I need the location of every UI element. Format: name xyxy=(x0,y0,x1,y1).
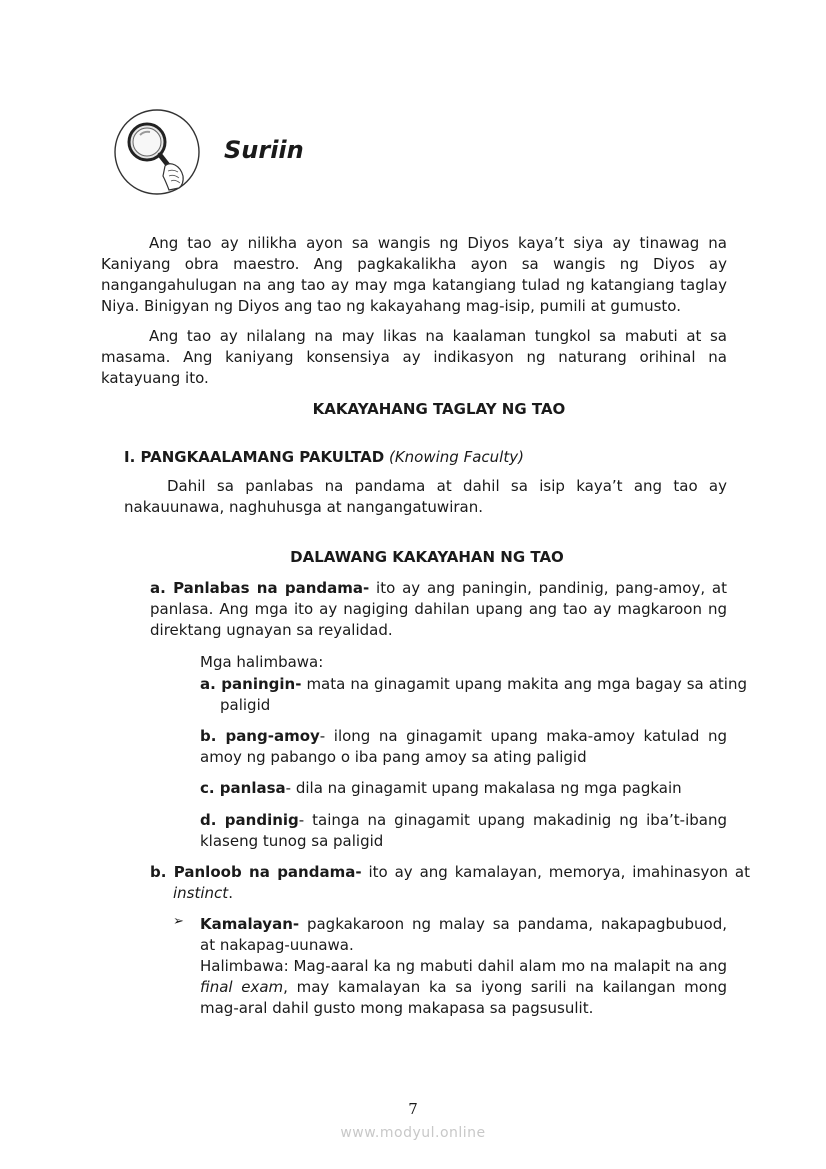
panloob-na-pandama-item: b. Panloob na pandama- ito ay ang kamalayan, memorya, imahinasyon at instinct. xyxy=(150,863,750,902)
example-paningin: a. paningin- mata na ginagamit upang makita ang mga bagay sa ating paligid xyxy=(200,675,748,714)
example-pandinig: d. pandinig- tainga na ginagamit upang makadinig ng iba’t-ibang klaseng tunog sa paligid xyxy=(200,811,727,850)
kamalayan-example: Halimbawa: Mag-aaral ka ng mabuti dahil alam mo na malapit na ang final exam, may kamalayan ka sa iyong sarili na kailangan mong mag-aral dahil gusto mong makapasa sa pagsusulit. xyxy=(200,957,728,1017)
kamalayan-bullet-item xyxy=(173,914,727,1019)
kamalayan-text: Kamalayan- pagkakaroon ng malay sa pandama, nakapagbubuod, at nakapag-uunawa. xyxy=(200,915,727,954)
heading-kakayahang-taglay: KAKAYAHANG TAGLAY NG TAO xyxy=(312,400,566,418)
arrow-bullet-icon: ➢ xyxy=(173,914,184,929)
examples-label: Mga halimbawa: xyxy=(200,653,324,671)
section-title: Suriin xyxy=(224,136,304,164)
example-pang-amoy: b. pang-amoy- ilong na ginagamit upang maka-amoy katulad ng amoy ng pabango o iba pang amoy sa ating paligid xyxy=(200,727,728,766)
heading-pangkaalamang-pakultad: I. PANGKAALAMANG PAKULTAD (Knowing Faculty) xyxy=(124,448,524,466)
intro-paragraph: Ang tao ay nilikha ayon sa wangis ng Diyos kaya’t siya ay tinawag na Kaniyang obra maestro. Ang pagkakalikha ayon sa wangis ng Diyos ay nangangahulugan na ang tao ay may mga katangiang tulad ng katangiang taglay Niya. Binigyan ng Diyos ang tao ng kakayahang mag-isip, pumili at gumusto. xyxy=(101,234,727,315)
example-panlasa: c. panlasa- dila na ginagamit upang makalasa ng mga pagkain xyxy=(200,779,682,797)
heading-dalawang-kakayahan: DALAWANG KAKAYAHAN NG TAO xyxy=(290,548,564,566)
magnifying-glass-icon xyxy=(113,108,201,196)
page-number: 7 xyxy=(408,1100,418,1118)
watermark: www.modyul.online xyxy=(340,1125,486,1141)
conscience-paragraph: Ang tao ay nilalang na may likas na kaalaman tungkol sa mabuti at sa masama. Ang kaniyang konsensiya ay indikasyon ng naturang orihinal na katayuang ito. xyxy=(101,327,727,387)
knowing-faculty-paragraph: Dahil sa panlabas na pandama at dahil sa isip kaya’t ang tao ay nakauunawa, naghuhusga at nangangatuwiran. xyxy=(124,477,727,516)
panlabas-na-pandama-item: a. Panlabas na pandama- ito ay ang paningin, pandinig, pang-amoy, at panlasa. Ang mga ito ay nagiging dahilan upang ang tao ay magkaroon ng direktang ugnayan sa reyalidad. xyxy=(150,579,727,639)
